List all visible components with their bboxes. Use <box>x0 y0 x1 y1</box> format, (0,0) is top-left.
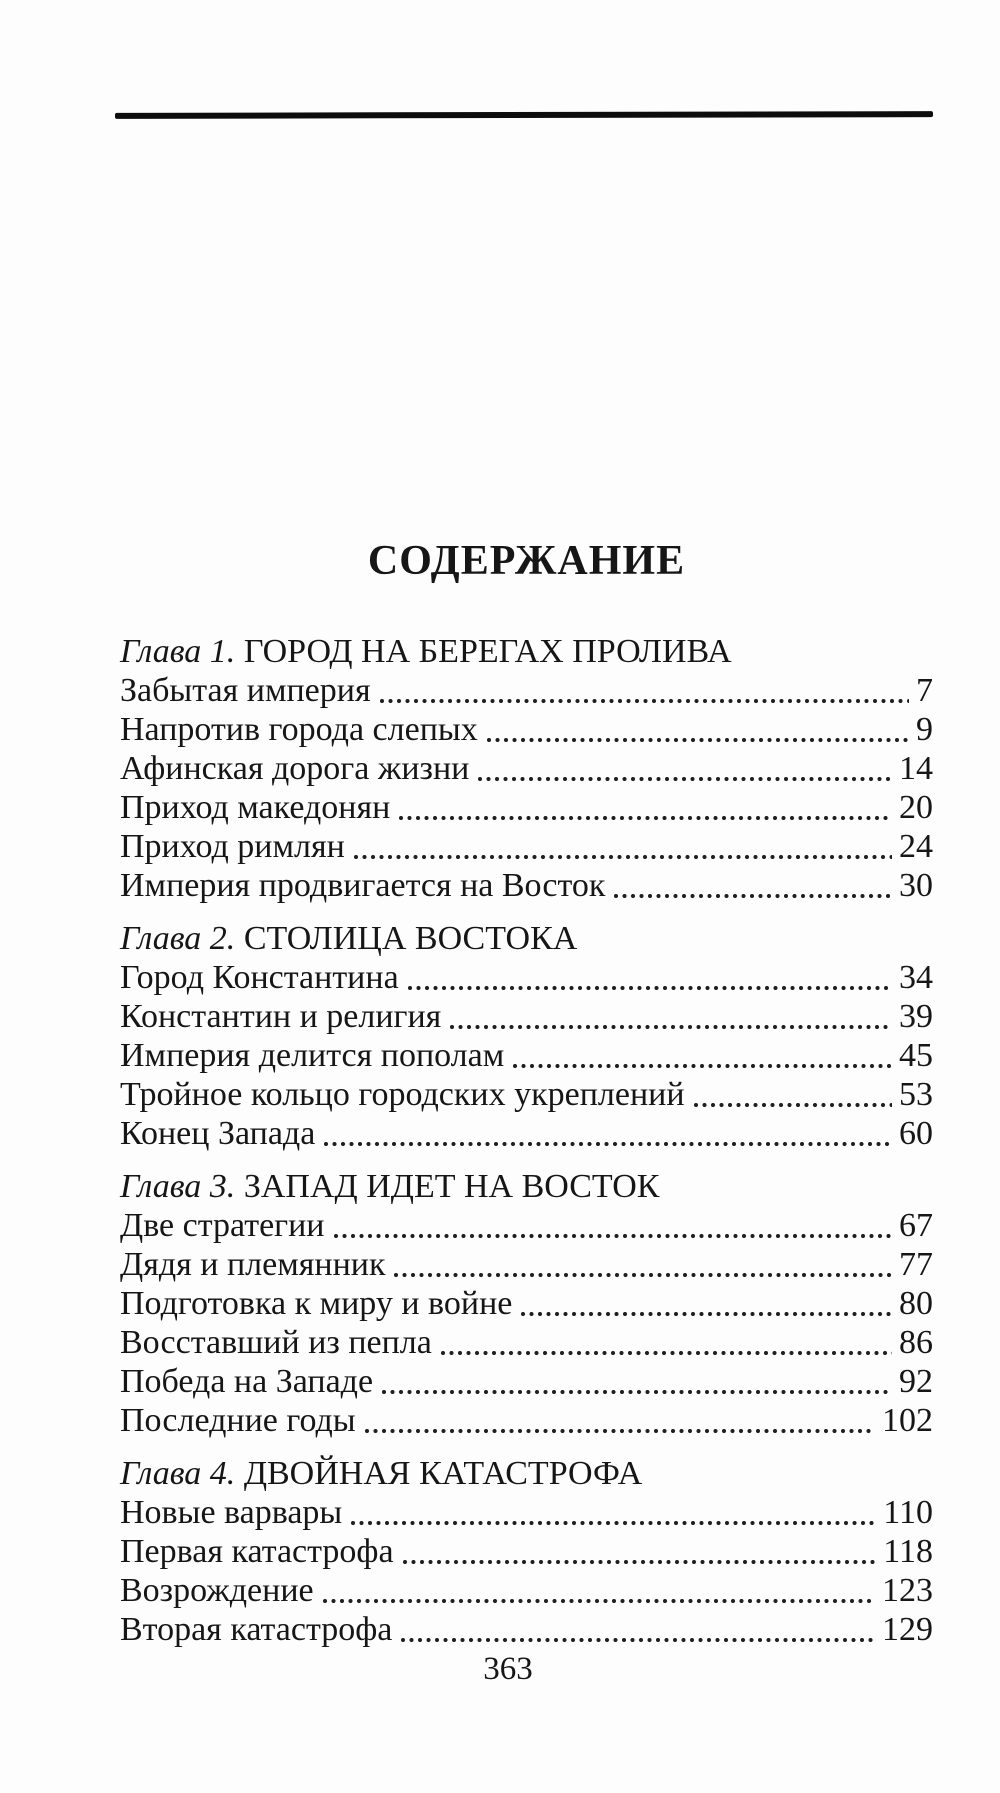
entry-page-number: 30 <box>899 867 933 904</box>
entry-title: Империя делится пополам <box>120 1037 505 1074</box>
toc-entry <box>120 1323 933 1362</box>
toc-entry <box>120 1245 933 1284</box>
entry-title: Константин и религия <box>120 998 442 1035</box>
dot-leader <box>382 1362 892 1401</box>
chapter-block <box>120 1454 933 1649</box>
entry-page-number: 9 <box>916 711 933 748</box>
entry-title: Восставший из пепла <box>120 1324 432 1361</box>
entry-page-number: 86 <box>899 1324 933 1361</box>
entry-page-number: 92 <box>899 1363 933 1400</box>
entry-title: Приход римлян <box>120 828 345 865</box>
entry-page-number: 80 <box>899 1285 933 1322</box>
top-rule-divider <box>115 111 933 119</box>
entry-title: Подготовка к миру и войне <box>120 1285 513 1322</box>
entry-page-number: 53 <box>899 1076 933 1113</box>
dot-leader <box>487 710 909 749</box>
toc-entry <box>120 1036 933 1075</box>
toc-entry <box>120 671 933 710</box>
entry-page-number: 24 <box>899 828 933 865</box>
chapter-entries <box>120 1206 933 1440</box>
entry-page-number: 110 <box>883 1494 933 1531</box>
dot-leader <box>450 997 892 1036</box>
dot-leader <box>513 1036 892 1075</box>
entry-page-number: 39 <box>899 998 933 1035</box>
entry-page-number: 45 <box>899 1037 933 1074</box>
chapter-title: ДВОЙНАЯ КАТАСТРОФА <box>243 1455 643 1492</box>
chapter-block <box>120 632 933 905</box>
entry-title: Последние годы <box>120 1402 356 1439</box>
entry-title: Вторая катастрофа <box>120 1611 393 1648</box>
entry-page-number: 7 <box>916 672 933 709</box>
chapter-heading <box>120 1454 933 1493</box>
entry-title: Город Константина <box>120 959 399 996</box>
toc-entry <box>120 749 933 788</box>
chapter-entries <box>120 958 933 1153</box>
entry-page-number: 77 <box>899 1246 933 1283</box>
toc-entry <box>120 1401 933 1440</box>
chapter-label: Глава 4. <box>120 1455 244 1492</box>
dot-leader <box>401 1610 875 1649</box>
dot-leader <box>614 866 892 905</box>
chapter-title: ГОРОД НА БЕРЕГАХ ПРОЛИВА <box>243 633 732 670</box>
entry-title: Тройное кольцо городских укреплений <box>120 1076 685 1113</box>
table-of-contents <box>120 632 933 1649</box>
entry-title: Приход македонян <box>120 789 391 826</box>
page-title: СОДЕРЖАНИЕ <box>367 538 686 584</box>
toc-entry <box>120 1075 933 1114</box>
dot-leader <box>323 1571 875 1610</box>
entry-title: Напротив города слепых <box>120 711 478 748</box>
toc-entry <box>120 1362 933 1401</box>
dot-leader <box>403 1532 877 1571</box>
entry-title: Победа на Западе <box>120 1363 374 1400</box>
dot-leader <box>399 788 892 827</box>
toc-entry <box>120 1493 933 1532</box>
entry-title: Новые варвары <box>120 1494 343 1531</box>
dot-leader <box>354 827 892 866</box>
dot-leader <box>394 1245 892 1284</box>
dot-leader <box>380 671 909 710</box>
chapter-entries <box>120 671 933 905</box>
toc-entry <box>120 1284 933 1323</box>
entry-page-number: 14 <box>899 750 933 787</box>
dot-leader <box>408 958 892 997</box>
toc-entry <box>120 1610 933 1649</box>
chapter-entries <box>120 1493 933 1649</box>
entry-title: Афинская дорога жизни <box>120 750 470 787</box>
entry-page-number: 118 <box>883 1533 933 1570</box>
entry-title: Две стратегии <box>120 1207 325 1244</box>
dot-leader <box>334 1206 893 1245</box>
dot-leader <box>441 1323 892 1362</box>
chapter-label: Глава 3. <box>120 1168 244 1205</box>
dot-leader <box>478 749 892 788</box>
dot-leader <box>351 1493 876 1532</box>
chapter-label: Глава 1. <box>120 633 244 670</box>
chapter-heading <box>120 632 933 671</box>
chapter-label: Глава 2. <box>120 920 244 957</box>
toc-entry <box>120 866 933 905</box>
entry-title: Возрождение <box>120 1572 314 1609</box>
footer-page-number: 363 <box>483 1651 533 1687</box>
toc-entry <box>120 827 933 866</box>
entry-title: Первая катастрофа <box>120 1533 394 1570</box>
toc-entry <box>120 1206 933 1245</box>
chapter-heading <box>120 1167 933 1206</box>
entry-page-number: 34 <box>899 959 933 996</box>
entry-title: Конец Запада <box>120 1115 316 1152</box>
toc-entry <box>120 1571 933 1610</box>
entry-page-number: 20 <box>899 789 933 826</box>
dot-leader <box>324 1114 892 1153</box>
chapter-title: ЗАПАД ИДЕТ НА ВОСТОК <box>243 1168 660 1205</box>
dot-leader <box>521 1284 892 1323</box>
dot-leader <box>694 1075 892 1114</box>
dot-leader <box>365 1401 875 1440</box>
entry-page-number: 67 <box>899 1207 933 1244</box>
entry-page-number: 129 <box>882 1611 933 1648</box>
toc-entry <box>120 958 933 997</box>
entry-page-number: 123 <box>882 1572 933 1609</box>
entry-title: Дядя и племянник <box>120 1246 386 1283</box>
chapter-block <box>120 1167 933 1440</box>
chapter-block <box>120 919 933 1153</box>
toc-entry <box>120 1532 933 1571</box>
chapter-heading <box>120 919 933 958</box>
entry-page-number: 60 <box>899 1115 933 1152</box>
toc-entry <box>120 1114 933 1153</box>
toc-entry <box>120 710 933 749</box>
entry-title: Забытая империя <box>120 672 371 709</box>
entry-title: Империя продвигается на Восток <box>120 867 606 904</box>
toc-entry <box>120 997 933 1036</box>
chapter-title: СТОЛИЦА ВОСТОКА <box>243 920 578 957</box>
toc-entry <box>120 788 933 827</box>
entry-page-number: 102 <box>882 1402 933 1439</box>
